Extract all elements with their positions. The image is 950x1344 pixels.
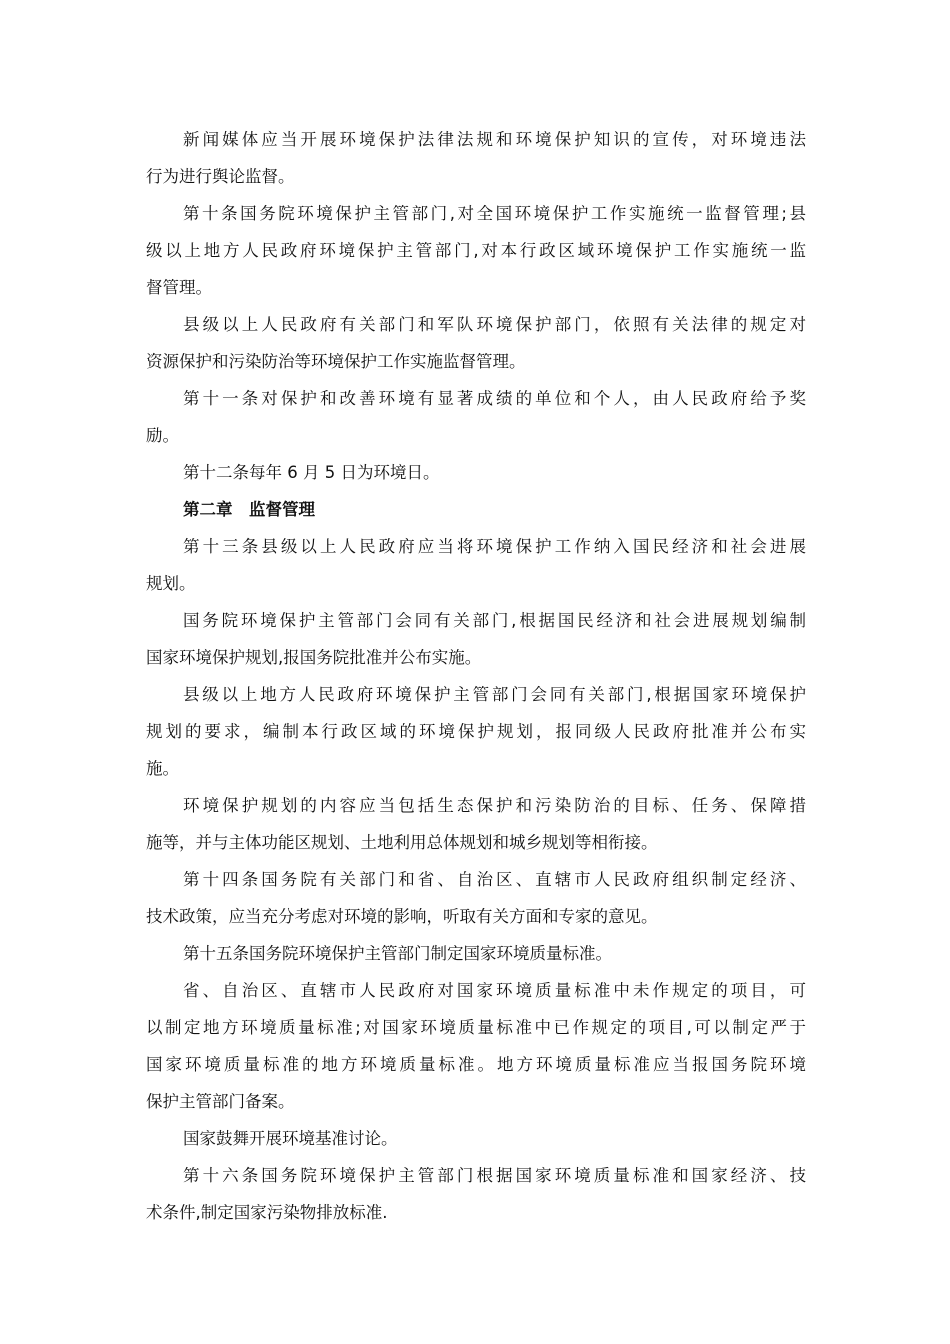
section-heading	[146, 494, 806, 531]
text-line: 县级以上地方人民政府环境保护主管部门会同有关部门,根据国家环境保护	[183, 685, 806, 704]
text-line: 第十一条对保护和改善环境有显著成绩的单位和个人，由人民政府给予奖	[183, 389, 806, 408]
text-line: 资源保护和污染防治等环境保护工作实施监督管理。	[146, 352, 526, 371]
text-line: 第十条国务院环境保护主管部门,对全国环境保护工作实施统一监督管理;县	[183, 204, 806, 223]
text-line: 保护主管部门备案。	[146, 1092, 295, 1111]
text-line: 第十六条国务院环境保护主管部门根据国家环境质量标准和国家经济、技	[183, 1166, 806, 1185]
text-line: 新闻媒体应当开展环境保护法律法规和环境保护知识的宣传，对环境违法	[183, 130, 806, 149]
text-line: 省、自治区、直辖市人民政府对国家环境质量标准中未作规定的项目，可	[183, 981, 806, 1000]
paragraph	[146, 1123, 806, 1160]
paragraph	[146, 309, 806, 383]
text-line: 规划的要求，编制本行政区域的环境保护规划，报同级人民政府批准并公布实	[146, 722, 806, 741]
text-line: 第十四条国务院有关部门和省、自治区、直辖市人民政府组织制定经济、	[183, 870, 806, 889]
document-page	[146, 124, 806, 1234]
text-line: 环境保护规划的内容应当包括生态保护和污染防治的目标、任务、保障措	[183, 796, 806, 815]
paragraph	[146, 198, 806, 309]
paragraph	[146, 975, 806, 1123]
text-line: 第十五条国务院环境保护主管部门制定国家环境质量标准。	[183, 944, 612, 963]
text-line: 县级以上人民政府有关部门和军队环境保护部门，依照有关法律的规定对	[183, 315, 806, 334]
text-line: 励。	[146, 426, 179, 445]
paragraph	[146, 679, 806, 790]
paragraph	[146, 531, 806, 605]
text-line: 施。	[146, 759, 179, 778]
text-line: 第十三条县级以上人民政府应当将环境保护工作纳入国民经济和社会进展	[183, 537, 806, 556]
paragraph	[146, 605, 806, 679]
text-line: 级以上地方人民政府环境保护主管部门,对本行政区域环境保护工作实施统一监	[146, 241, 806, 260]
text-line: 规划。	[146, 574, 196, 593]
text-line: 术条件,制定国家污染物排放标准.	[146, 1203, 388, 1222]
text-line: 国家鼓舞开展环境基准讨论。	[183, 1129, 398, 1148]
paragraph	[146, 864, 806, 938]
text-line: 督管理。	[146, 278, 212, 297]
paragraph	[146, 1160, 806, 1234]
paragraph	[146, 790, 806, 864]
text-line: 以制定地方环境质量标准;对国家环境质量标准中已作规定的项目,可以制定严于	[146, 1018, 806, 1037]
text-line: 国务院环境保护主管部门会同有关部门,根据国民经济和社会进展规划编制	[183, 611, 806, 630]
chapter-heading: 第二章 监督管理	[183, 500, 315, 519]
paragraph	[146, 457, 806, 494]
text-line: 国家环境保护规划,报国务院批准并公布实施。	[146, 648, 482, 667]
text-line: 技术政策，应当充分考虑对环境的影响，听取有关方面和专家的意见。	[146, 907, 658, 926]
text-line: 第十二条每年 6 月 5 日为环境日。	[183, 463, 440, 482]
text-line: 行为进行舆论监督。	[146, 167, 295, 186]
paragraph	[146, 124, 806, 198]
text-line: 国家环境质量标准的地方环境质量标准。地方环境质量标准应当报国务院环境	[146, 1055, 806, 1074]
text-line: 施等，并与主体功能区规划、土地利用总体规划和城乡规划等相衔接。	[146, 833, 658, 852]
paragraph	[146, 383, 806, 457]
paragraph	[146, 938, 806, 975]
